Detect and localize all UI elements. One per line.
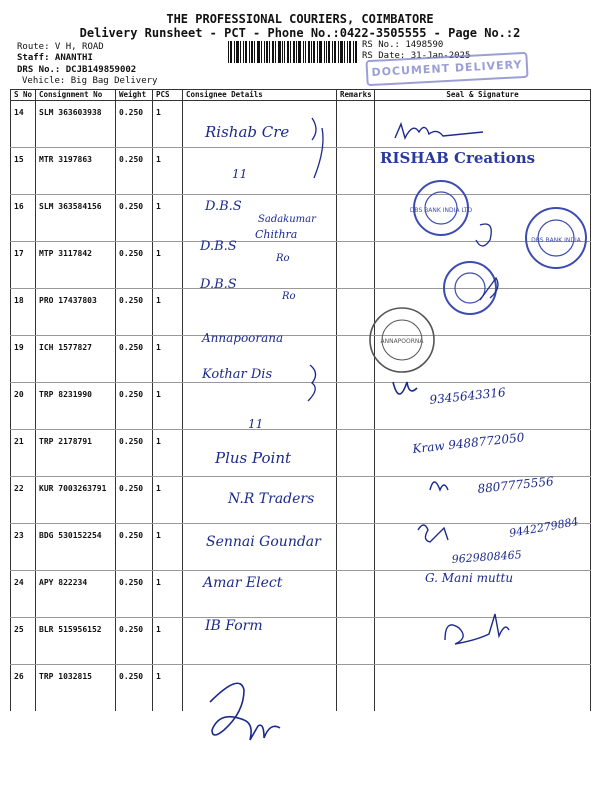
handwritten-phone: 9345643316 <box>428 385 507 407</box>
handwritten-consignee: Kothar Dis <box>202 367 273 382</box>
cell-seal-signature <box>375 289 591 336</box>
table-row <box>11 618 591 665</box>
barcode-bar <box>272 41 274 63</box>
barcode-bar <box>347 41 348 63</box>
handwritten-consignee: D.B.S <box>205 199 242 214</box>
cell-sno: 16 <box>11 195 36 242</box>
cell-remarks <box>337 665 375 712</box>
barcode-bar <box>353 41 354 63</box>
cell-weight: 0.250 <box>116 242 153 289</box>
cell-weight: 0.250 <box>116 665 153 712</box>
cell-weight: 0.250 <box>116 148 153 195</box>
cell-pcs: 1 <box>153 571 183 618</box>
cell-seal-signature <box>375 618 591 665</box>
barcode-bar <box>303 41 304 63</box>
barcode-bar <box>269 41 270 63</box>
handwritten-ditto: 11 <box>248 417 264 431</box>
cell-seal-signature <box>375 665 591 712</box>
cell-remarks <box>337 242 375 289</box>
cell-consignment: PRO 17437803 <box>36 289 116 336</box>
cell-weight: 0.250 <box>116 430 153 477</box>
table-row <box>11 336 591 383</box>
barcode-bar <box>251 41 253 63</box>
cell-seal-signature <box>375 195 591 242</box>
barcode-bar <box>287 41 289 63</box>
cell-remarks <box>337 289 375 336</box>
cell-seal-signature <box>375 383 591 430</box>
cell-consignment: APY 822234 <box>36 571 116 618</box>
handwritten-consignee: D.B.S <box>200 239 237 254</box>
handwritten-name: G. Mani muttu <box>425 571 514 585</box>
handwritten-consignee: Sennai Goundar <box>206 534 321 550</box>
barcode-bar <box>245 41 247 63</box>
cell-consignee <box>183 383 337 430</box>
barcode-bar <box>261 41 262 63</box>
cell-seal-signature <box>375 430 591 477</box>
cell-remarks <box>337 336 375 383</box>
cell-consignment: ICH 1577827 <box>36 336 116 383</box>
cell-weight: 0.250 <box>116 195 153 242</box>
cell-sno: 22 <box>11 477 36 524</box>
table-row <box>11 195 591 242</box>
col-consignment: Consignment No <box>36 90 116 101</box>
cell-pcs: 1 <box>153 383 183 430</box>
cell-sno: 25 <box>11 618 36 665</box>
cell-consignment: TRP 8231990 <box>36 383 116 430</box>
table-row <box>11 101 591 148</box>
barcode-bar <box>311 41 312 63</box>
col-pcs: PCS <box>153 90 183 101</box>
cell-remarks <box>337 477 375 524</box>
cell-consignee <box>183 665 337 712</box>
cell-consignment: TRP 1032815 <box>36 665 116 712</box>
cell-remarks <box>337 430 375 477</box>
cell-sno: 26 <box>11 665 36 712</box>
barcode-bar <box>234 41 235 63</box>
cell-weight: 0.250 <box>116 524 153 571</box>
table-row <box>11 571 591 618</box>
cell-remarks <box>337 618 375 665</box>
cell-consignee <box>183 571 337 618</box>
barcode-bar <box>298 41 301 63</box>
col-remarks: Remarks <box>337 90 375 101</box>
handwritten-consignee: Ro <box>282 291 296 302</box>
barcode-bar <box>340 41 343 63</box>
cell-pcs: 1 <box>153 148 183 195</box>
table-row <box>11 289 591 336</box>
cell-pcs: 1 <box>153 242 183 289</box>
cell-consignment: BDG 530152254 <box>36 524 116 571</box>
handwritten-ditto: 11 <box>232 167 248 181</box>
barcode-bar <box>324 41 325 63</box>
cell-pcs: 1 <box>153 665 183 712</box>
barcode-bar <box>326 41 327 63</box>
handwritten-consignee: Amar Elect <box>203 575 283 591</box>
cell-pcs: 1 <box>153 101 183 148</box>
cell-weight: 0.250 <box>116 101 153 148</box>
barcode-bar <box>332 41 333 63</box>
table-row <box>11 665 591 712</box>
handwritten-consignee: IB Form <box>205 618 263 634</box>
cell-consignee <box>183 618 337 665</box>
cell-consignee <box>183 524 337 571</box>
table-header-row <box>11 90 591 101</box>
cell-pcs: 1 <box>153 430 183 477</box>
handwritten-consignee: Plus Point <box>215 449 292 467</box>
cell-consignee <box>183 148 337 195</box>
barcode-bar <box>296 41 297 63</box>
cell-pcs: 1 <box>153 195 183 242</box>
cell-consignee <box>183 336 337 383</box>
handwritten-phone: 9629808465 <box>451 548 523 566</box>
handwritten-phone: 9442279884 <box>508 514 580 540</box>
cell-seal-signature <box>375 242 591 289</box>
col-weight: Weight <box>116 90 153 101</box>
cell-weight: 0.250 <box>116 618 153 665</box>
vehicle-label: Vehicle: Big Bag Delivery <box>22 76 158 86</box>
cell-sno: 24 <box>11 571 36 618</box>
cell-consignee <box>183 195 337 242</box>
handwritten-consignee: N.R Traders <box>228 491 315 507</box>
barcode-bar <box>305 41 306 63</box>
cell-remarks <box>337 148 375 195</box>
barcode-bar <box>344 41 345 63</box>
handwritten-consignee: Annapoorana <box>202 331 284 345</box>
cell-consignment: MTR 3197863 <box>36 148 116 195</box>
barcode-bar <box>290 41 291 63</box>
cell-pcs: 1 <box>153 524 183 571</box>
cell-weight: 0.250 <box>116 383 153 430</box>
cell-weight: 0.250 <box>116 336 153 383</box>
barcode-bar <box>228 41 229 63</box>
handwritten-phone: 8807775556 <box>476 474 555 496</box>
table-row <box>11 524 591 571</box>
staff-label: Staff: ANANTHI <box>17 53 93 63</box>
barcode-bar <box>254 41 255 63</box>
barcode-bar <box>264 41 265 63</box>
table-row <box>11 383 591 430</box>
bank-seal-text: DBS BANK INDIA LTD <box>409 207 473 214</box>
cell-consignment: SLM 363584156 <box>36 195 116 242</box>
barcode-bar <box>257 41 260 63</box>
handwritten-consignee: D.B.S <box>200 277 237 292</box>
col-consignee: Consignee Details <box>183 90 337 101</box>
route-label: Route: V H, ROAD <box>17 42 104 52</box>
cell-sno: 19 <box>11 336 36 383</box>
barcode-bar <box>266 41 268 63</box>
drs-number: DRS No.: DCJB149859002 <box>17 65 137 75</box>
cell-consignee <box>183 289 337 336</box>
cell-consignment: KUR 7003263791 <box>36 477 116 524</box>
company-title: THE PROFESSIONAL COURIERS, COIMBATORE <box>166 12 434 26</box>
cell-sno: 18 <box>11 289 36 336</box>
rishab-creations-stamp: RISHAB Creations <box>380 149 536 167</box>
barcode-bar <box>313 41 315 63</box>
cell-remarks <box>337 195 375 242</box>
barcode-bar <box>249 41 250 63</box>
bank-seal-text: DBS BANK INDIA <box>531 237 581 244</box>
table-row <box>11 242 591 289</box>
cell-consignee <box>183 477 337 524</box>
col-seal-signature: Seal & Signature <box>375 90 591 101</box>
barcode-bar <box>230 41 232 63</box>
cell-consignee <box>183 101 337 148</box>
cell-consignee <box>183 242 337 289</box>
runsheet-table <box>10 89 591 711</box>
cell-remarks <box>337 383 375 430</box>
table-row <box>11 148 591 195</box>
barcode-bar <box>243 41 244 63</box>
table-row <box>11 477 591 524</box>
cell-pcs: 1 <box>153 477 183 524</box>
cell-sno: 21 <box>11 430 36 477</box>
handwritten-consignee: Chithra <box>255 228 298 241</box>
cell-pcs: 1 <box>153 618 183 665</box>
barcode-bar <box>308 41 310 63</box>
cell-seal-signature <box>375 148 591 195</box>
cell-sno: 23 <box>11 524 36 571</box>
table-row <box>11 430 591 477</box>
col-sno: S No <box>11 90 36 101</box>
barcode-bar <box>349 41 351 63</box>
cell-seal-signature <box>375 101 591 148</box>
cell-seal-signature <box>375 571 591 618</box>
cell-sno: 15 <box>11 148 36 195</box>
barcode-bar <box>275 41 276 63</box>
cell-seal-signature <box>375 524 591 571</box>
handwritten-consignee: Ro <box>276 253 290 264</box>
barcode-bar <box>338 41 339 63</box>
rs-number: RS No.: 1498590 <box>362 40 444 50</box>
handwritten-consignee: Rishab Cre <box>205 123 290 141</box>
barcode-bar <box>278 41 281 63</box>
cell-remarks <box>337 571 375 618</box>
cell-pcs: 1 <box>153 289 183 336</box>
cell-consignment: SLM 363603938 <box>36 101 116 148</box>
cell-consignment: MTP 3117842 <box>36 242 116 289</box>
cell-consignment: BLR 515956152 <box>36 618 116 665</box>
cell-consignee <box>183 430 337 477</box>
cell-weight: 0.250 <box>116 571 153 618</box>
cell-pcs: 1 <box>153 336 183 383</box>
annapoorna-seal-text: ANNAPOORNA <box>380 338 424 345</box>
cell-sno: 17 <box>11 242 36 289</box>
handwritten-consignee: Sadakumar <box>258 214 316 225</box>
barcode-bar <box>236 41 239 63</box>
barcode <box>228 41 358 63</box>
cell-sno: 20 <box>11 383 36 430</box>
barcode-bar <box>293 41 295 63</box>
cell-seal-signature <box>375 336 591 383</box>
barcode-bar <box>319 41 322 63</box>
handwritten-phone: Kraw 9488772050 <box>411 430 525 456</box>
barcode-bar <box>355 41 357 63</box>
cell-remarks <box>337 524 375 571</box>
barcode-bar <box>334 41 336 63</box>
barcode-bar <box>284 41 285 63</box>
barcode-bar <box>282 41 283 63</box>
cell-remarks <box>337 101 375 148</box>
barcode-bar <box>328 41 330 63</box>
barcode-bar <box>240 41 241 63</box>
cell-weight: 0.250 <box>116 289 153 336</box>
barcode-bar <box>317 41 318 63</box>
cell-weight: 0.250 <box>116 477 153 524</box>
rs-date: RS Date: 31-Jan-2025 <box>362 51 471 61</box>
runsheet-subtitle: Delivery Runsheet - PCT - Phone No.:0422-3505555 - Page No.:2 <box>79 26 521 40</box>
cell-sno: 14 <box>11 101 36 148</box>
document-delivery-stamp: DOCUMENT DELIVERY <box>365 52 528 86</box>
cell-consignment: TRP 2178791 <box>36 430 116 477</box>
cell-seal-signature <box>375 477 591 524</box>
